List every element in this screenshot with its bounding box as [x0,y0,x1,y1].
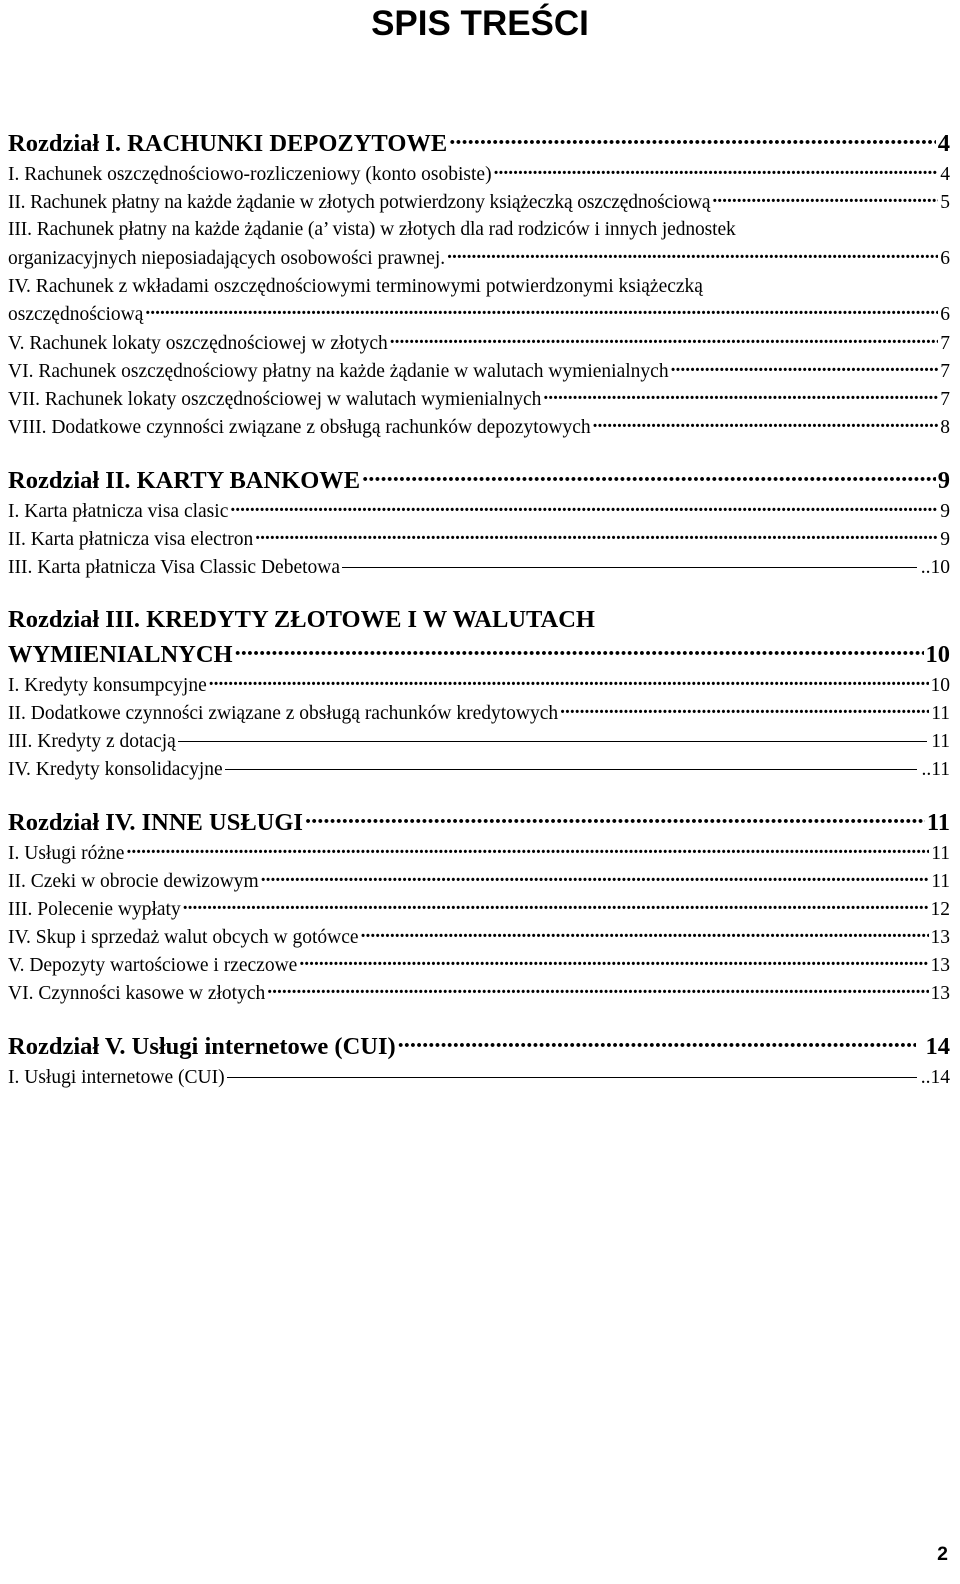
spacer [8,784,950,806]
chapter-5 [8,1030,950,1092]
page-ref: ..10 [920,556,950,578]
page-ref: 7 [940,360,950,382]
dash-leader [223,756,920,776]
toc-item[interactable] [8,188,950,216]
dot-leader [445,244,938,264]
toc-item-label: II. Karta płatnicza visa electron [8,528,254,550]
toc-item-label: II. Rachunek płatny na każde żądanie w złotych potwierdzony książeczką oszczędnościową [8,191,711,213]
toc-item[interactable] [8,553,950,581]
toc-item[interactable] [8,357,950,385]
chapter-title: Rozdział I. RACHUNKI DEPOZYTOWE [8,129,448,157]
dot-leader [233,637,924,662]
dot-leader [265,980,928,1000]
page-ref: 11 [931,871,950,892]
toc-item-label: I. Rachunek oszczędnościowo-rozliczeniowy (konto osobiste) [8,163,492,185]
chapter-heading[interactable] [8,1030,950,1064]
toc-item[interactable] [8,672,950,700]
toc-item-label: I. Usługi różne [8,843,125,864]
dot-leader [558,700,929,720]
chapter-heading[interactable] [8,806,950,840]
page-ref: 14 [925,1033,950,1060]
page-ref: 8 [940,416,950,438]
chapter-3 [8,603,950,784]
toc-item-label-cont: organizacyjnych nieposiadających osobowości prawnej. [8,247,446,269]
chapter-title: Rozdział III. KREDYTY ZŁOTOWE I W WALUTACH [8,606,595,633]
dash-leader [225,1064,919,1084]
toc-item-label: VII. Rachunek lokaty oszczędnościowej w walutach wymienialnych [8,388,542,410]
dot-leader [207,672,929,692]
toc-item-label: II. Dodatkowe czynności związane z obsługą rachunków kredytowych [8,703,559,724]
dot-leader [124,840,929,860]
toc-item-label: I. Usługi internetowe (CUI) [8,1067,225,1088]
page-ref: 5 [940,191,950,213]
spacer [8,1008,950,1030]
toc-item-label: IV. Skup i sprzedaż walut obcych w gotówce [8,927,359,948]
toc-item-label: III. Rachunek płatny na każde żądanie (a’ vista) w złotych dla rad rodziców i innych jednostek [8,219,736,240]
toc-item[interactable] [8,952,950,980]
chapter-heading[interactable] [8,126,950,160]
toc-item[interactable] [8,756,950,784]
page-ref: 13 [930,955,950,976]
toc-item[interactable] [8,497,950,525]
page-ref: 7 [940,332,950,354]
spacer [8,441,950,463]
toc-item-label: I. Karta płatnicza visa clasic [8,500,229,522]
table-of-contents [8,126,950,1092]
dot-leader [591,413,939,433]
toc-item-label: VI. Czynności kasowe w złotych [8,983,266,1004]
dot-leader [253,525,938,545]
dot-leader [228,497,938,517]
dot-leader [396,1030,916,1055]
toc-item-label: II. Czeki w obrocie dewizowym [8,871,259,892]
page-ref: 10 [930,675,950,696]
toc-item[interactable] [8,868,950,896]
dot-leader [669,357,939,377]
page-ref: 9 [940,500,950,522]
page-ref: 13 [930,983,950,1004]
page-ref: ..11 [921,759,950,780]
toc-item[interactable] [8,980,950,1008]
page-ref: 11 [931,731,950,752]
toc-item-label: VI. Rachunek oszczędnościowy płatny na każde żądanie w walutach wymienialnych [8,360,669,382]
dot-leader [181,896,929,916]
dot-leader [143,301,938,321]
toc-item[interactable] [8,700,950,728]
chapter-title-cont: WYMIENIALNYCH [8,640,233,668]
chapter-heading[interactable] [8,463,950,497]
toc-item[interactable] [8,385,950,413]
toc-item[interactable] [8,728,950,756]
page-ref: 9 [940,528,950,550]
toc-item[interactable] [8,160,950,188]
dot-leader [447,126,936,151]
page-ref: 4 [937,129,950,157]
toc-item-label: V. Depozyty wartościowe i rzeczowe [8,955,298,976]
page-ref: 9 [937,466,950,494]
toc-item[interactable] [8,413,950,441]
dot-leader [541,385,938,405]
dot-leader [359,924,929,944]
dot-leader [388,329,938,349]
chapter-title: Rozdział V. Usługi internetowe (CUI) [8,1033,396,1060]
toc-item[interactable] [8,216,950,273]
page-ref: 10 [925,640,950,668]
toc-item[interactable] [8,525,950,553]
chapter-2 [8,463,950,581]
page-ref: ..14 [920,1067,950,1088]
page-ref: 11 [926,809,950,836]
document-title: SPIS TREŚCI [371,4,589,43]
toc-item-label: VIII. Dodatkowe czynności związane z obsługą rachunków depozytowych [8,416,591,438]
dot-leader [297,952,928,972]
chapter-heading[interactable] [8,603,950,672]
page-ref: 7 [940,388,950,410]
toc-item[interactable] [8,273,950,330]
page-ref: 11 [931,843,950,864]
toc-item[interactable] [8,1064,950,1092]
dash-leader [176,728,929,748]
dot-leader [259,868,930,888]
toc-item[interactable] [8,840,950,868]
toc-item-label: V. Rachunek lokaty oszczędnościowej w złotych [8,332,388,354]
page-ref: 6 [940,304,950,325]
toc-item[interactable] [8,924,950,952]
dash-leader [340,553,919,573]
chapter-1 [8,126,950,441]
toc-item-label: III. Karta płatnicza Visa Classic Debetowa [8,556,341,578]
toc-item[interactable] [8,896,950,924]
dot-leader [303,806,925,831]
dot-leader [492,160,939,180]
page-ref: 6 [940,247,950,269]
toc-item-label: III. Polecenie wypłaty [8,899,181,920]
page-ref: 12 [930,899,950,920]
toc-item-label: IV. Kredyty konsolidacyjne [8,759,223,780]
toc-item-label: IV. Rachunek z wkładami oszczędnościowymi terminowymi potwierdzonymi książeczką [8,275,703,297]
page-ref: 11 [931,703,950,724]
page-number: 2 [937,1543,948,1565]
spacer [8,581,950,603]
page-ref: 13 [930,927,950,948]
chapter-4 [8,806,950,1008]
toc-item-label-cont: oszczędnościową [8,304,144,325]
dot-leader [360,463,936,488]
toc-item-label: III. Kredyty z dotacją [8,731,176,752]
dot-leader [710,188,938,208]
toc-item[interactable] [8,329,950,357]
chapter-title: Rozdział II. KARTY BANKOWE [8,466,361,494]
toc-item-label: I. Kredyty konsumpcyjne [8,675,207,696]
chapter-title: Rozdział IV. INNE USŁUGI [8,809,303,836]
page-ref: 4 [940,163,950,185]
